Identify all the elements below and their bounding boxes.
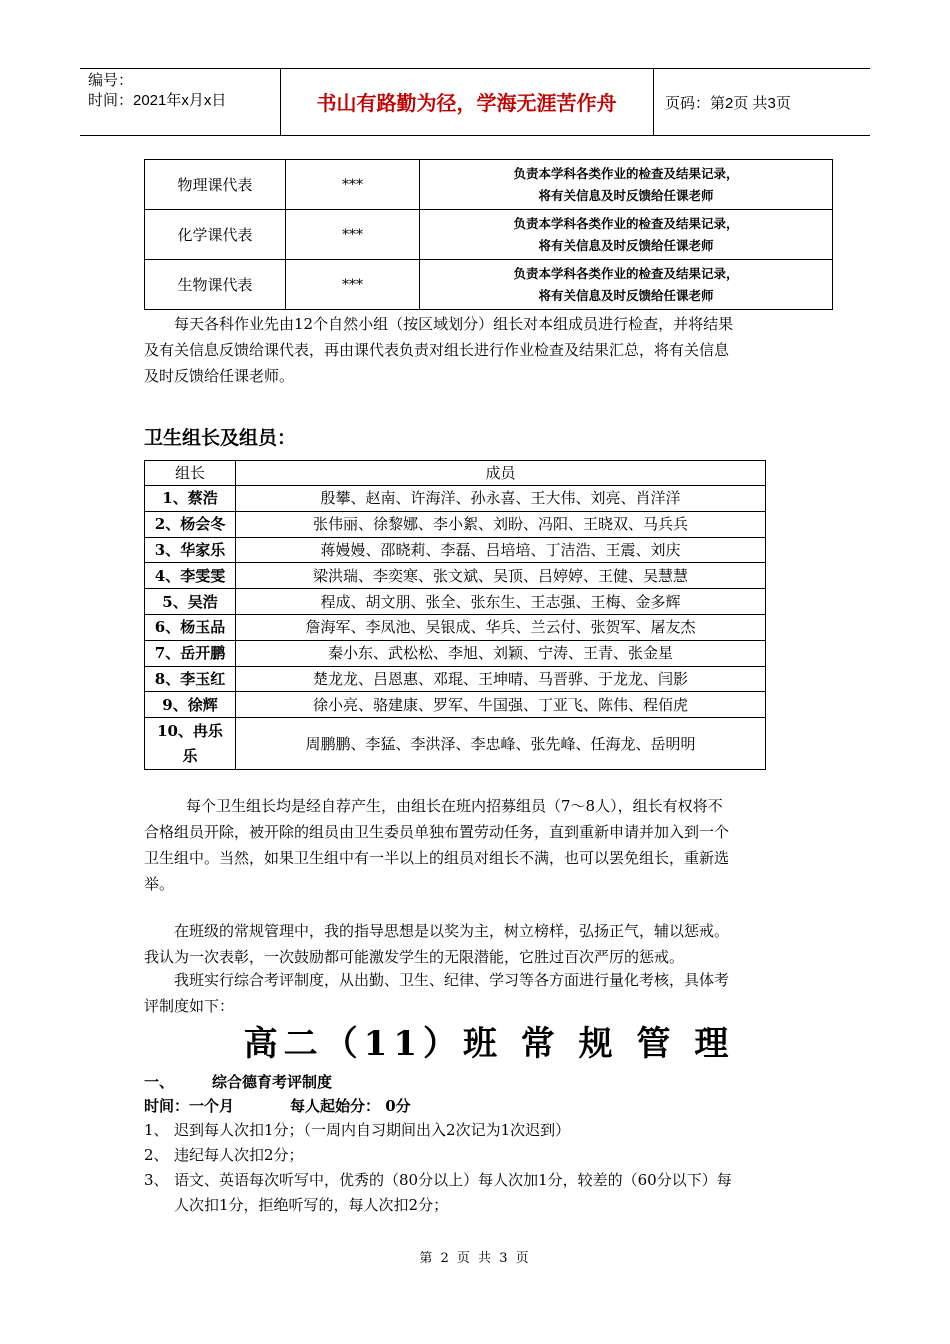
members-cell: 徐小亮、骆建康、罗军、牛国强、丁亚飞、陈伟、程佰虎	[236, 692, 766, 718]
section-number: 一、	[144, 1073, 175, 1091]
hygiene-group-table	[144, 460, 766, 770]
leader-header: 组长	[145, 461, 236, 486]
date-label: 时间：2021年x月x日	[88, 92, 227, 109]
rule-number: 1、	[144, 1121, 169, 1139]
duty-line: 负责本学科各类作业的检查及结果记录，	[513, 165, 739, 181]
members-cell: 周鹏鹏、李猛、李洪泽、李忠峰、张先峰、任海龙、岳明明	[236, 718, 766, 770]
duty-line: 将有关信息及时反馈给任课老师	[538, 287, 714, 303]
paragraph-line: 我班实行综合考评制度，从出勤、卫生、纪律、学习等各方面进行量化考核，具体考	[174, 971, 730, 989]
header-bottom-rule	[80, 135, 870, 136]
header-top-rule	[80, 68, 870, 69]
role-cell: 生物课代表	[145, 260, 286, 310]
leader-cell: 1、蔡浩	[145, 486, 236, 512]
name-cell: ***	[286, 260, 420, 310]
duty-cell	[420, 160, 833, 210]
table-row	[145, 640, 766, 666]
rule-text-continued: 人次扣1分，拒绝听写的，每人次扣2分；	[174, 1196, 449, 1214]
leader-cell: 5、吴浩	[145, 589, 236, 615]
members-cell: 秦小东、武松松、李旭、刘颖、宁涛、王青、张金星	[236, 640, 766, 666]
duty-cell	[420, 210, 833, 260]
rule-text: 违纪每人次扣2分；	[174, 1146, 304, 1164]
members-cell: 殷攀、赵南、许海洋、孙永喜、王大伟、刘亮、肖洋洋	[236, 486, 766, 512]
table-row	[145, 692, 766, 718]
paragraph-line: 合格组员开除，被开除的组员由卫生委员单独布置劳动任务，直到重新申请并加入到一个	[144, 823, 730, 841]
start-score-label: 每人起始分： 0分	[290, 1097, 411, 1115]
table-row	[145, 511, 766, 537]
page-footer: 第 2 页 共 3 页	[419, 1251, 531, 1266]
table-row	[145, 210, 833, 260]
paragraph-line: 每个卫生组长均是经自荐产生，由组长在班内招募组员（7～8人），组长有权将不	[186, 797, 723, 815]
paragraph-line: 及时反馈给任课老师。	[144, 367, 295, 385]
duty-line: 负责本学科各类作业的检查及结果记录，	[513, 265, 739, 281]
members-cell: 张伟丽、徐黎娜、李小絮、刘盼、冯阳、王晓双、马兵兵	[236, 511, 766, 537]
duty-line: 将有关信息及时反馈给任课老师	[538, 237, 714, 253]
course-rep-table	[144, 159, 833, 310]
leader-cell: 6、杨玉品	[145, 614, 236, 640]
paragraph-line: 卫生组中。当然，如果卫生组中有一半以上的组员对组长不满，也可以罢免组长，重新选	[144, 849, 730, 867]
role-cell: 化学课代表	[145, 210, 286, 260]
rule-number: 3、	[144, 1171, 169, 1189]
system-paragraph	[144, 967, 844, 1019]
rule-text: 语文、英语每次听写中，优秀的（80分以上）每人次加1分，较差的（60分以下）每	[174, 1171, 732, 1189]
members-cell: 蒋嫚嫚、邵晓莉、李磊、吕培培、丁洁浩、王震、刘庆	[236, 537, 766, 563]
leader-cell: 8、李玉红	[145, 666, 236, 692]
table-row	[145, 614, 766, 640]
leader-line: 乐	[182, 746, 198, 765]
leader-cell: 7、岳开鹏	[145, 640, 236, 666]
main-title: 高二（11）班 常 规 管 理	[243, 1024, 735, 1064]
table-header-row	[145, 461, 766, 486]
table-row	[145, 486, 766, 512]
paragraph-line: 评制度如下：	[144, 997, 235, 1015]
section-title: 综合德育考评制度	[212, 1073, 333, 1091]
leader-cell: 4、李雯雯	[145, 563, 236, 589]
name-cell: ***	[286, 160, 420, 210]
header-divider	[653, 68, 654, 135]
leader-cell: 3、华家乐	[145, 537, 236, 563]
motto: 书山有路勤为径，学海无涯苦作舟	[316, 93, 617, 115]
table-row	[145, 537, 766, 563]
rule-text: 迟到每人次扣1分；（一周内自习期间出入2次记为1次迟到）	[174, 1121, 571, 1139]
name-cell: ***	[286, 210, 420, 260]
paragraph-line: 在班级的常规管理中，我的指导思想是以奖为主，树立榜样，弘扬正气，辅以惩戒。	[174, 922, 730, 940]
members-header: 成员	[236, 461, 766, 486]
paragraph-line: 每天各科作业先由12个自然小组（按区域划分）组长对本组成员进行检查，并将结果	[174, 315, 734, 333]
table-row	[145, 260, 833, 310]
duty-cell	[420, 260, 833, 310]
rule-number: 2、	[144, 1146, 169, 1164]
serial-label: 编号：	[88, 72, 134, 89]
leader-cell	[145, 718, 236, 770]
members-cell: 程成、胡文朋、张全、张东生、王志强、王梅、金多辉	[236, 589, 766, 615]
leader-paragraph	[144, 793, 844, 897]
time-label: 时间：一个月	[144, 1097, 235, 1115]
table-row	[145, 666, 766, 692]
leader-cell: 9、徐辉	[145, 692, 236, 718]
table-row	[145, 589, 766, 615]
homework-paragraph	[144, 311, 844, 389]
table-row	[145, 160, 833, 210]
table-row	[145, 563, 766, 589]
duty-line: 将有关信息及时反馈给任课老师	[538, 187, 714, 203]
duty-line: 负责本学科各类作业的检查及结果记录，	[513, 215, 739, 231]
leader-line: 10、冉乐	[157, 721, 223, 740]
paragraph-line: 我认为一次表彰，一次鼓励都可能激发学生的无限潜能，它胜过百次严厉的惩戒。	[144, 948, 685, 966]
paragraph-line: 举。	[144, 875, 175, 893]
members-cell: 楚龙龙、吕恩惠、邓琨、王坤晴、马晋骅、于龙龙、闫影	[236, 666, 766, 692]
role-cell: 物理课代表	[145, 160, 286, 210]
table-row	[145, 718, 766, 770]
paragraph-line: 及有关信息反馈给课代表，再由课代表负责对组长进行作业检查及结果汇总，将有关信息	[144, 341, 730, 359]
members-cell: 梁洪瑞、李奕寒、张文斌、吴顶、吕婷婷、王健、吴慧慧	[236, 563, 766, 589]
members-cell: 詹海军、李凤池、吴银成、华兵、兰云付、张贺军、屠友杰	[236, 614, 766, 640]
leader-cell: 2、杨会冬	[145, 511, 236, 537]
hygiene-section-title: 卫生组长及组员：	[144, 427, 297, 449]
praise-paragraph	[144, 918, 844, 970]
page-label: 页码：第2页 共3页	[665, 95, 791, 112]
